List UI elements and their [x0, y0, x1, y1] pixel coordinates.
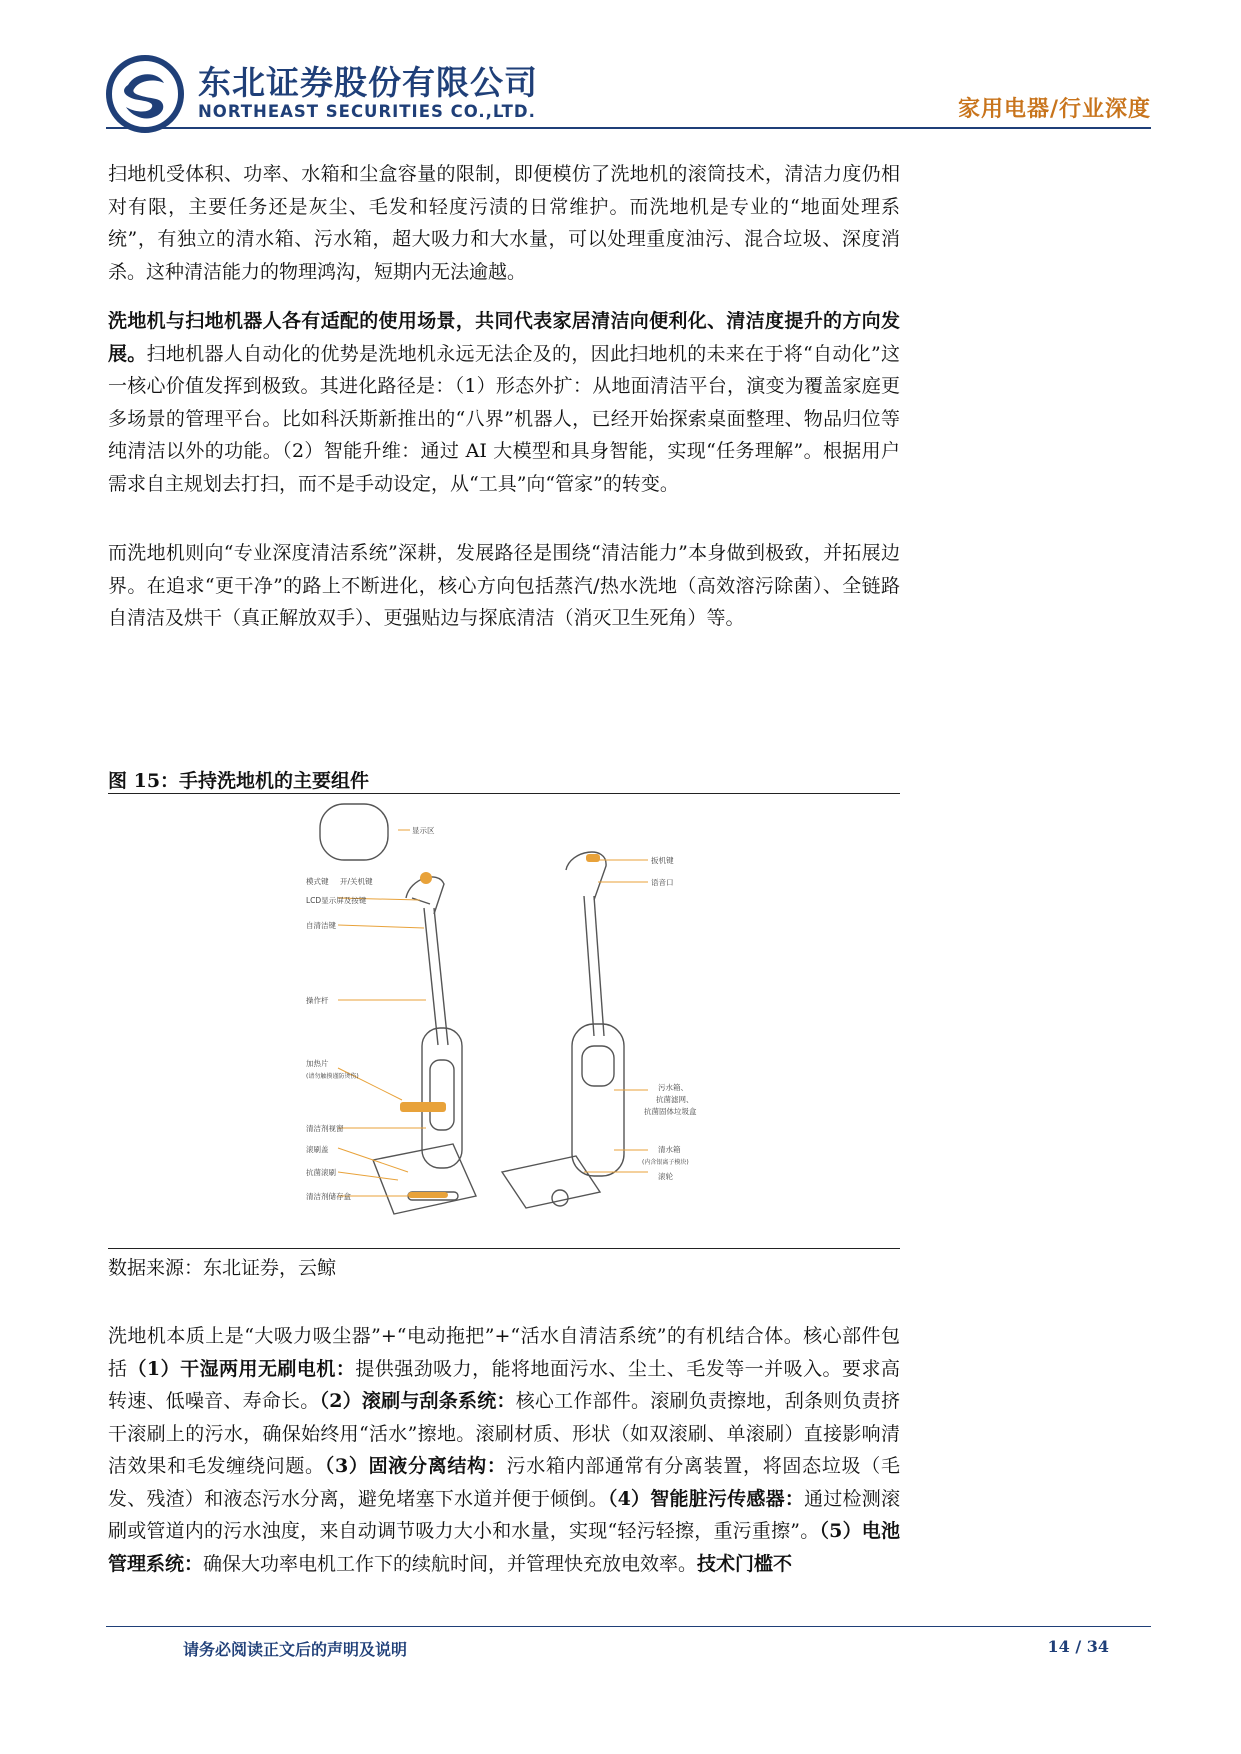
label-display: 显示区 — [412, 826, 435, 835]
label-power-key: 开/关机键 — [340, 877, 373, 886]
p4-sensor-text: 通过检测滚刷或管道内的污水浊度，来自动调节吸力大小和水量，实现“轻污轻擦，重污重擦”。 — [108, 1487, 900, 1542]
footer-divider — [106, 1626, 1151, 1627]
company-name-en: NORTHEAST SECURITIES CO.,LTD. — [198, 102, 536, 121]
label-rod: 操作杆 — [306, 996, 329, 1005]
label-heater-note: (请勿触摸谨防烫伤) — [306, 1073, 359, 1080]
p4-brush-text: 核心工作部件。滚刷负责擦地，刮条则负责挤干滚刷上的污水，确保始终用“活水”擦地。滚刷材质、形状（如双滚刷、单滚刷）直接影响清洁效果和毛发缠绕问题。 — [108, 1390, 900, 1477]
p4-motor-text: 提供强劲吸力，能将地面污水、尘土、毛发等一并吸入。要求高转速、低噪音、寿命长。 — [108, 1357, 900, 1412]
figure-title: 图 15：手持洗地机的主要组件 — [108, 770, 370, 792]
paragraph-3: 而洗地机则向“专业深度清洁系统”深耕，发展路径是围绕“清洁能力”本身做到极致，并拓展边界。在追求“更干净”的路上不断进化，核心方向包括蒸汽/热水洗地（高效溶污除菌）、全链路自清洁及烘干（真正解放双手）、更强贴边与探底清洁（消灭卫生死角）等。 — [108, 542, 900, 629]
label-clean-tank-note: (内含银离子模块) — [642, 1159, 689, 1166]
paragraph-1: 扫地机受体积、功率、水箱和尘盒容量的限制，即便模仿了洗地机的滚筒技术，清洁力度仍相对有限，主要任务还是灰尘、毛发和轻度污渍的日常维护。而洗地机是专业的“地面处理系统”，有独立的清水箱、污水箱，超大吸力和大水量，可以处理重度油污、混合垃圾、深度消杀。这种清洁能力的物理鸿沟，短期内无法逾越。 — [108, 163, 900, 283]
label-lcd: LCD显示屏及按键 — [306, 896, 367, 905]
p4-threshold-lead: 技术门槛不 — [697, 1552, 793, 1575]
p4-sensor-heading: （4）智能脏污传感器： — [607, 1487, 805, 1510]
label-trigger: 扳机键 — [651, 856, 674, 865]
figure-source: 数据来源：东北证券，云鲸 — [108, 1257, 337, 1279]
header-divider — [106, 127, 1151, 129]
label-dirty-tank-1: 污水箱、 — [658, 1083, 688, 1092]
paragraph-2-text: 扫地机器人自动化的优势是洗地机永远无法企及的，因此扫地机的未来在于将“自动化”这一核心价值发挥到极致。其进化路径是：（1）形态外扩：从地面清洁平台，演变为覆盖家庭更多场景的管理平台。比如科沃斯新推出的“八界”机器人，已经开始探索桌面整理、物品归位等纯清洁以外的功能。（2）智能升维：通过 AI 大模型和具身智能，实现“任务理解”。根据用户需求自主规划去打扫，而不是手动设定，从“工具”向“管家”的转变。 — [108, 342, 900, 495]
p4-motor-heading: （1）干湿两用无刷电机： — [127, 1357, 356, 1380]
label-antibac-brush: 抗菌滚刷 — [306, 1168, 336, 1177]
label-detergent-window: 清洁剂视窗 — [306, 1124, 344, 1133]
label-mode-key: 模式键 — [306, 877, 329, 886]
heater-highlight-icon — [400, 1102, 446, 1112]
label-heater: 加热片 — [306, 1059, 329, 1068]
paragraph-2-lead: 洗地机与扫地机器人各有适配的使用场景，共同代表家居清洁向便利化、清洁度提升的方向发展。 — [108, 310, 900, 365]
p4-brush-heading: （2）滚刷与刮条系统： — [319, 1390, 516, 1412]
p4-intro: 洗地机本质上是“大吸力吸尘器”+“电动拖把”+“活水自清洁系统”的有机结合体。核心部件包括 — [108, 1325, 900, 1380]
figure-top-rule — [108, 793, 900, 794]
paragraph-4 — [108, 1320, 900, 1580]
report-category: 家用电器/行业深度 — [957, 97, 1151, 122]
label-dirty-tank-3: 抗菌固体垃圾盒 — [644, 1107, 697, 1116]
p4-battery-text: 确保大功率电机工作下的续航时间，并管理快充放电效率。 — [203, 1552, 698, 1575]
label-self-clean: 自清洁键 — [306, 921, 336, 930]
floor-washer-illustration — [108, 800, 900, 1240]
page-number: 14 / 34 — [1047, 1637, 1109, 1656]
label-speaker: 语音口 — [651, 878, 674, 887]
p4-battery-heading: （5）电池管理系统： — [108, 1520, 900, 1575]
company-emblem-icon — [106, 55, 184, 133]
paragraph-2 — [108, 305, 900, 500]
figure-diagram — [108, 800, 900, 1240]
footer-disclaimer: 请务必阅读正文后的声明及说明 — [183, 1640, 408, 1659]
p4-separation-heading: （3）固液分离结构： — [324, 1455, 507, 1477]
label-clean-tank: 清水箱 — [658, 1145, 681, 1154]
label-wheel: 滚轮 — [658, 1172, 673, 1181]
label-brush-cover: 滚刷盖 — [306, 1145, 329, 1154]
figure-bottom-rule — [108, 1248, 900, 1249]
p4-separation-text: 污水箱内部通常有分离装置，将固态垃圾（毛发、残渣）和液态污水分离，避免堵塞下水道并便于倾倒。 — [108, 1455, 900, 1510]
lcd-highlight-icon — [420, 872, 432, 884]
company-logo — [106, 55, 576, 135]
company-name-cn: 东北证券股份有限公司 — [198, 63, 538, 102]
display-closeup-icon — [320, 804, 388, 860]
label-detergent-box: 清洁剂储存盒 — [306, 1192, 351, 1201]
label-dirty-tank-2: 抗菌滤网、 — [656, 1095, 694, 1104]
